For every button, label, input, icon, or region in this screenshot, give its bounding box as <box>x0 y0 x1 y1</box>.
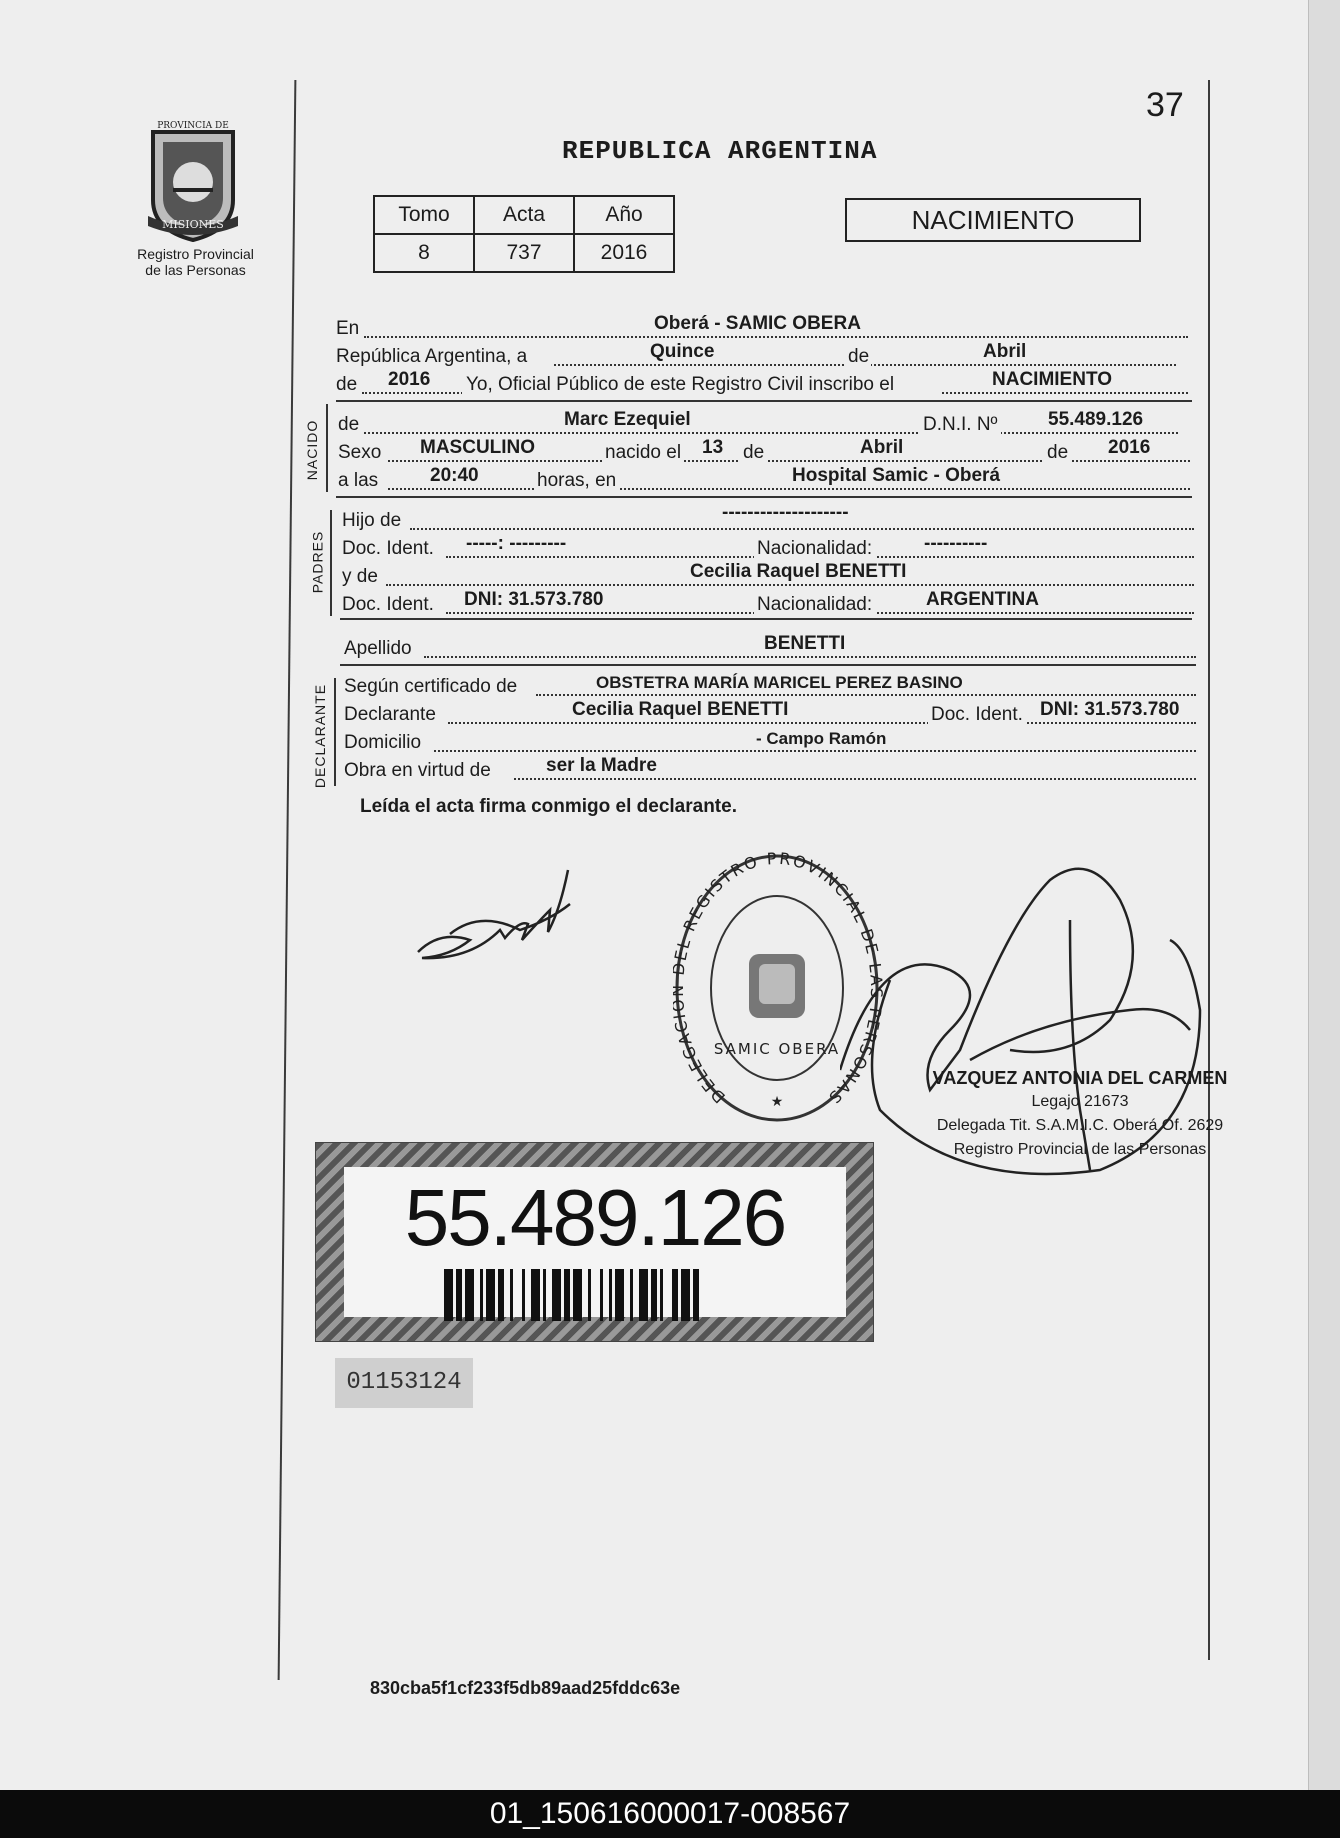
father-nat-value: ---------- <box>924 533 988 554</box>
rule-nacido <box>336 496 1192 498</box>
father-name-value: -------------------- <box>722 502 849 523</box>
day-word-value: Quince <box>650 341 715 362</box>
scan-id: 01_150616000017-008567 <box>489 1797 851 1830</box>
official-org: Registro Provincial de las Personas <box>953 1141 1207 1158</box>
mother-doc-label: Doc. Ident. <box>342 594 434 615</box>
shield-icon <box>138 120 248 244</box>
father-doc-label: Doc. Ident. <box>342 538 434 559</box>
de-label: de <box>848 346 870 367</box>
svg-text:PROVINCIA DE: PROVINCIA DE <box>157 121 229 131</box>
record-type-box: NACIMIENTO <box>845 198 1141 242</box>
value-acta: 737 <box>474 234 574 272</box>
horas-label: horas, en <box>534 470 619 492</box>
sexo-label: Sexo <box>338 442 382 463</box>
hijo-de-label: Hijo de <box>342 510 402 531</box>
declarante-doc-label: Doc. Ident. <box>928 704 1026 726</box>
birth-day-value: 13 <box>702 437 724 458</box>
line-mother-doc <box>342 589 1194 618</box>
en-label: En <box>336 318 360 339</box>
emblem-label-line1: Registro Provincial <box>137 246 254 262</box>
emblem-label-line2: de las Personas <box>145 262 246 278</box>
declarante-label: DECLARANTE <box>312 683 329 789</box>
apellido-value: BENETTI <box>764 633 846 654</box>
line-father-doc <box>342 533 1194 562</box>
line-declarante <box>344 699 1196 728</box>
official-role: Delegada Tit. S.A.M.I.C. Oberá Of. 2629 <box>936 1117 1224 1134</box>
rule-intro <box>336 400 1192 402</box>
emblem-label <box>128 246 263 278</box>
leida-statement: Leída el acta firma conmigo el declarante. <box>360 796 737 817</box>
yo-text: Yo, Oficial Público de este Registro Civil inscribo el <box>462 374 898 396</box>
value-tomo: 8 <box>374 234 474 272</box>
svg-text:SAMIC OBERA: SAMIC OBERA <box>713 1040 841 1058</box>
barcode-inner <box>344 1167 846 1317</box>
domicilio-label: Domicilio <box>344 732 422 753</box>
a-las-label: a las <box>338 470 379 491</box>
line-en <box>336 313 1188 342</box>
rule-padres <box>340 618 1192 620</box>
segun-label: Según certificado de <box>344 676 518 697</box>
apellido-label: Apellido <box>344 638 412 659</box>
nacido-label: NACIDO <box>304 419 321 481</box>
line-hijo-de <box>342 502 1194 534</box>
line-nombre <box>338 409 1190 438</box>
svg-text:★: ★ <box>770 1093 784 1109</box>
birth-time-value: 20:40 <box>430 465 479 486</box>
line-sexo <box>338 437 1190 466</box>
line-inscribo <box>336 369 1188 398</box>
mother-doc-value: DNI: 31.573.780 <box>464 589 604 610</box>
nacido-el-label: nacido el <box>602 442 684 464</box>
child-name-value: Marc Ezequiel <box>564 409 691 430</box>
record-table-value-row <box>374 234 674 272</box>
padres-bracket <box>330 510 332 616</box>
barcode-number: 55.489.126 <box>404 1173 786 1262</box>
barcode-icon <box>444 1269 744 1321</box>
place-value: Oberá - SAMIC OBERA <box>654 313 861 334</box>
declarant-signature <box>410 860 580 970</box>
province-emblem <box>138 120 248 249</box>
birth-year-value: 2016 <box>1108 437 1151 458</box>
mother-nat-label: Nacionalidad: <box>754 594 875 616</box>
line-apellido <box>344 633 1196 662</box>
line-fecha <box>336 341 1188 370</box>
declarante-doc-value: DNI: 31.573.780 <box>1040 699 1180 720</box>
inscribe-type-value: NACIMIENTO <box>992 369 1112 390</box>
mother-nat-value: ARGENTINA <box>926 589 1039 610</box>
declarante-name-label: Declarante <box>344 704 436 725</box>
document-title: REPUBLICA ARGENTINA <box>562 136 878 166</box>
record-table-header-row <box>374 196 674 234</box>
father-nat-label: Nacionalidad: <box>754 538 875 560</box>
nacido-de-label-2: de <box>1044 442 1071 464</box>
sheet-edge <box>1308 0 1340 1790</box>
year-value: 2016 <box>388 369 431 390</box>
barcode-label <box>315 1142 874 1342</box>
certificado-value: OBSTETRA MARÍA MARICEL PEREZ BASINO <box>596 673 963 692</box>
month-value: Abril <box>983 341 1027 362</box>
rule-apellido <box>340 664 1196 666</box>
svg-text:DELEGACIÓN DEL REGISTRO PROVIN: DELEGA L REGISTRO PROVINCIAL DE LAS PERSONAS <box>673 848 885 1109</box>
header-acta: Acta <box>474 196 574 234</box>
official-stamp <box>930 1066 1230 1162</box>
svg-text:MISIONES: MISIONES <box>162 218 224 231</box>
sexo-value: MASCULINO <box>420 437 536 458</box>
official-legajo: Legajo 21673 <box>1031 1093 1129 1110</box>
document-hash: 830cba5f1cf233f5db89aad25fddc63e <box>370 1678 681 1698</box>
domicilio-value: - Campo Ramón <box>756 729 887 748</box>
rep-label: República Argentina, a <box>336 346 528 367</box>
de-label-2: de <box>336 374 358 395</box>
obra-value: ser la Madre <box>546 755 657 776</box>
father-doc-value: -----: --------- <box>466 533 567 554</box>
page-number: 37 <box>1146 86 1184 124</box>
scan-id-bar <box>0 1790 1340 1838</box>
header-tomo: Tomo <box>374 196 474 234</box>
nacido-bracket <box>326 404 328 492</box>
nombre-de-label: de <box>338 414 360 435</box>
left-margin-line <box>278 80 297 1680</box>
birth-month-value: Abril <box>860 437 904 458</box>
mother-name-value: Cecilia Raquel BENETTI <box>690 561 907 582</box>
line-y-de <box>342 561 1194 590</box>
value-anio: 2016 <box>574 234 674 272</box>
header-anio: Año <box>574 196 674 234</box>
line-obra <box>344 755 1196 784</box>
child-dni-value: 55.489.126 <box>1048 409 1144 430</box>
birth-place-value: Hospital Samic - Oberá <box>792 465 1001 486</box>
declarante-name-value: Cecilia Raquel BENETTI <box>572 699 789 720</box>
obra-label: Obra en virtud de <box>344 760 491 781</box>
padres-label: PADRES <box>309 530 326 594</box>
line-hora <box>338 465 1190 494</box>
line-segun <box>344 673 1196 700</box>
declarante-bracket <box>334 678 336 786</box>
nacido-de-label: de <box>740 442 767 464</box>
serial-number: 01153124 <box>335 1358 473 1408</box>
line-domicilio <box>344 729 1196 756</box>
y-de-label: y de <box>342 566 378 587</box>
dni-label: D.N.I. Nº <box>920 414 1001 436</box>
official-name: VAZQUEZ ANTONIA DEL CARMEN <box>932 1068 1228 1088</box>
record-table <box>373 195 675 273</box>
